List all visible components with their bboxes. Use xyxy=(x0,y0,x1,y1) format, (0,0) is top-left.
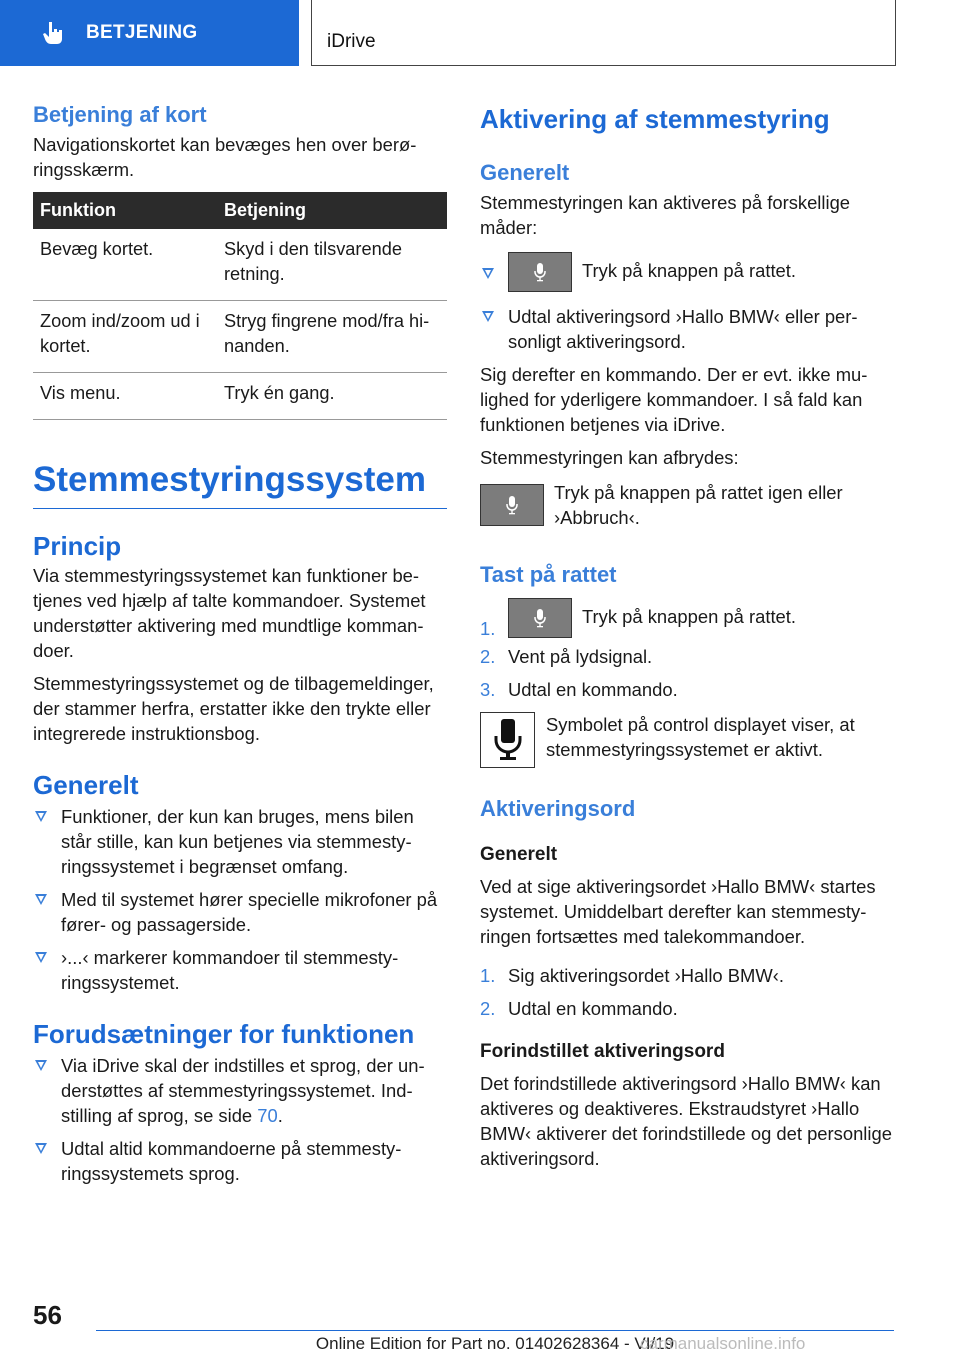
list-item: Tryk på knappen på rattet. xyxy=(480,252,894,292)
princip-p2: Stemmestyringssystemet og de tilbagemeldinger, der stammer herfra, erstatter ikke den trykte eller integrerede instruktionsbog. xyxy=(33,673,434,744)
list-item: Udtal altid kommandoerne på stemmestyringssystemets sprog. xyxy=(33,1136,447,1186)
chapter-box xyxy=(311,0,896,66)
voice-button-icon xyxy=(508,598,572,638)
tast-list xyxy=(480,598,894,702)
symbol-row xyxy=(480,712,894,770)
triangle-bullet-icon xyxy=(35,894,47,905)
r-generelt-p1: Sig derefter en kommando. Der er evt. ikke mulighed for yderligere kommandoer. I så fald kan funktionen betjenes via iDrive. xyxy=(480,364,868,435)
table-cell: Bevæg kortet. xyxy=(33,229,217,301)
system-heading: Stemmestyringssystem xyxy=(33,458,447,509)
left-column xyxy=(33,100,447,1194)
abort-text: Tryk på knappen på rattet igen eller ›Abbruch‹. xyxy=(554,482,843,528)
table-cell: Vis menu. xyxy=(33,373,217,420)
forudsaetninger-heading: Forudsætninger for funktionen xyxy=(33,1019,415,1049)
right-column xyxy=(480,100,894,1179)
hand-pointer-icon xyxy=(40,20,66,46)
table-row xyxy=(33,301,447,373)
r-generelt-p2: Stemmestyringen kan afbrydes: xyxy=(480,447,739,468)
triangle-bullet-icon xyxy=(35,811,47,822)
list-item: 1. Sig aktiveringsordet ›Hallo BMW‹. xyxy=(480,965,784,986)
r-generelt-list xyxy=(480,252,894,354)
voice-button-icon xyxy=(508,252,572,292)
table-row xyxy=(33,373,447,420)
list-item: Med til systemet hører specielle mikrofoner på fører- og passagerside. xyxy=(33,887,447,937)
tast-heading: Tast på rattet xyxy=(480,562,617,587)
list-item: ›...‹ markerer kommandoer til stemmestyringssystemet. xyxy=(33,945,447,995)
triangle-bullet-icon xyxy=(35,1143,47,1154)
aktiveringsord-generelt-heading: Generelt xyxy=(480,844,558,865)
aktiveringsord-heading: Aktiveringsord xyxy=(480,796,636,821)
forindstillet-p: Det forindstillede aktiveringsord ›Hallo BMW‹ kan aktiveres og deaktiveres. Ekstraudstyret ›Hallo BMW‹ aktiverer det forindstillede og det personlige aktiveringsord. xyxy=(480,1073,892,1169)
aktiveringsord-p1: Ved at sige aktiveringsordet ›Hallo BMW‹ startes systemet. Umiddelbart derefter kan stemmestyringen fortsættes med talekommandoer. xyxy=(480,876,876,947)
kort-table xyxy=(33,192,447,420)
list-item: 1. Tryk på knappen på rattet. xyxy=(480,598,894,638)
list-item: 2. Vent på lydsignal. xyxy=(480,646,653,667)
princip-p1: Via stemmestyringssystemet kan funktioner betjenes ved hjælp af talte kommandoer. Systemet understøtter aktivering med mundtlige kommandoer. xyxy=(33,565,426,661)
forindstillet-heading: Forindstillet aktiveringsord xyxy=(480,1041,725,1062)
aktiveringsord-list xyxy=(480,963,894,1021)
list-item: Via iDrive skal der indstilles et sprog, der understøttes af stemmestyringssystemet. Indstilling af sprog, se side 70. xyxy=(33,1053,447,1128)
symbol-text: Symbolet på control displayet viser, at stemmestyringssystemet er aktivt. xyxy=(546,714,855,760)
triangle-bullet-icon xyxy=(35,952,47,963)
watermark: carmanualsonline.info xyxy=(640,1334,806,1353)
table-header-row xyxy=(33,192,447,229)
table-row xyxy=(33,229,447,301)
r-generelt-intro: Stemmestyringen kan aktiveres på forskellige måder: xyxy=(480,192,851,238)
table-header-betjening: Betjening xyxy=(217,192,447,229)
kort-heading: Betjening af kort xyxy=(33,102,207,127)
kort-intro: Navigationskortet kan bevæges hen over berøringsskærm. xyxy=(33,134,417,180)
voice-button-icon xyxy=(480,484,544,526)
page-number: 56 xyxy=(33,1300,62,1330)
chapter-label: iDrive xyxy=(327,31,376,52)
list-item: 3. Udtal en kommando. xyxy=(480,679,678,700)
triangle-bullet-icon xyxy=(482,268,494,279)
triangle-bullet-icon xyxy=(35,1060,47,1071)
list-item: Funktioner, der kun kan bruges, mens bilen står stille, kan kun betjenes via stemmestyringssystemet i begrænset omfang. xyxy=(33,804,447,879)
table-cell: Stryg fingrene mod/fra hinanden. xyxy=(217,301,447,373)
table-cell: Skyd i den tilsvarende retning. xyxy=(217,229,447,301)
list-item: Udtal aktiveringsord ›Hallo BMW‹ eller personligt aktiveringsord. xyxy=(480,304,894,354)
abort-row xyxy=(480,480,894,538)
princip-heading: Princip xyxy=(33,531,122,561)
triangle-bullet-icon xyxy=(482,311,494,322)
section-label: BETJENING xyxy=(86,22,198,43)
footer-divider xyxy=(96,1330,894,1331)
microphone-icon xyxy=(480,712,535,768)
aktivering-heading: Aktivering af stemmestyring xyxy=(480,104,830,134)
generelt-heading: Generelt xyxy=(33,770,139,800)
forudsaetninger-list xyxy=(33,1053,447,1186)
r-generelt-heading: Generelt xyxy=(480,160,570,185)
list-item: 2. Udtal en kommando. xyxy=(480,998,678,1019)
page-link[interactable]: 70 xyxy=(257,1105,278,1126)
footer-edition: Online Edition for Part no. 01402628364 - VI/19 xyxy=(315,1334,675,1353)
generelt-list xyxy=(33,804,447,995)
table-cell: Zoom ind/zoom ud i kortet. xyxy=(33,301,217,373)
section-tab xyxy=(0,0,299,66)
table-cell: Tryk én gang. xyxy=(217,373,447,420)
table-header-funktion: Funktion xyxy=(33,192,217,229)
